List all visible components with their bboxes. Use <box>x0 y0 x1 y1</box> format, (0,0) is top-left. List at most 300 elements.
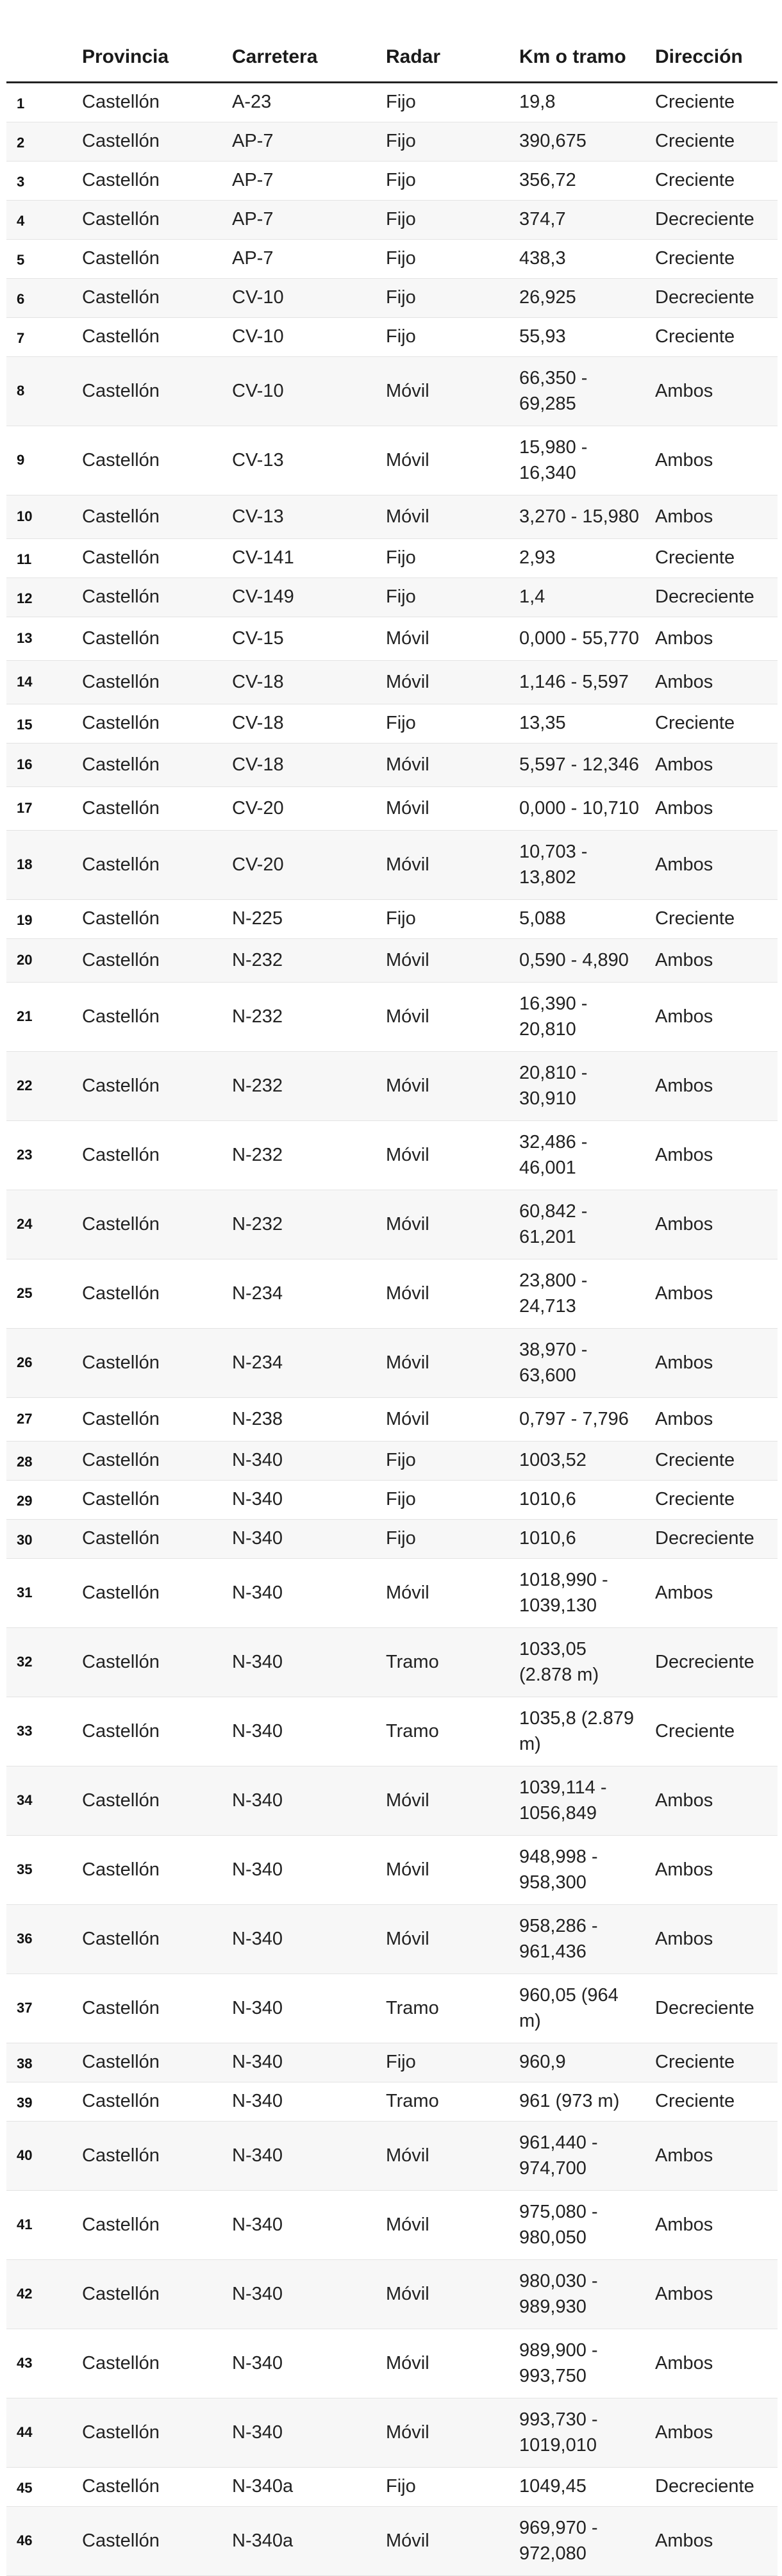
cell-km: 980,030 - 989,930 <box>513 2259 649 2329</box>
cell-direccion: Ambos <box>649 743 778 786</box>
cell-radar: Móvil <box>379 1259 513 1328</box>
cell-direccion: Ambos <box>649 2259 778 2329</box>
cell-provincia: Castellón <box>76 2190 226 2259</box>
cell-km: 23,800 - 24,713 <box>513 1259 649 1328</box>
cell-radar: Fijo <box>379 1519 513 1558</box>
table-row <box>6 1835 778 1904</box>
cell-radar: Móvil <box>379 1558 513 1627</box>
table-row <box>6 2190 778 2259</box>
row-number: 36 <box>6 1904 76 1974</box>
table-row <box>6 899 778 938</box>
cell-radar: Fijo <box>379 82 513 122</box>
radar-table <box>6 19 778 2576</box>
cell-carretera: CV-13 <box>226 495 379 538</box>
cell-provincia: Castellón <box>76 2329 226 2398</box>
cell-provincia: Castellón <box>76 538 226 578</box>
cell-km: 1033,05 (2.878 m) <box>513 1627 649 1697</box>
row-number: 2 <box>6 122 76 161</box>
cell-carretera: A-23 <box>226 82 379 122</box>
cell-carretera: N-340 <box>226 2329 379 2398</box>
cell-km: 438,3 <box>513 239 649 278</box>
cell-carretera: N-340a <box>226 2467 379 2506</box>
cell-direccion: Ambos <box>649 1397 778 1441</box>
cell-provincia: Castellón <box>76 2082 226 2121</box>
cell-provincia: Castellón <box>76 1974 226 2043</box>
row-number: 39 <box>6 2082 76 2121</box>
table-row <box>6 1766 778 1835</box>
row-number: 38 <box>6 2043 76 2082</box>
cell-km: 0,797 - 7,796 <box>513 1397 649 1441</box>
cell-radar: Fijo <box>379 278 513 317</box>
table-row <box>6 1259 778 1328</box>
cell-km: 2,93 <box>513 538 649 578</box>
cell-radar: Fijo <box>379 161 513 200</box>
cell-provincia: Castellón <box>76 1051 226 1120</box>
cell-provincia: Castellón <box>76 356 226 426</box>
cell-km: 60,842 - 61,201 <box>513 1190 649 1259</box>
cell-carretera: N-232 <box>226 1190 379 1259</box>
cell-provincia: Castellón <box>76 1835 226 1904</box>
cell-km: 960,9 <box>513 2043 649 2082</box>
cell-km: 1035,8 (2.879 m) <box>513 1697 649 1766</box>
table-row <box>6 2043 778 2082</box>
cell-direccion: Decreciente <box>649 578 778 617</box>
cell-carretera: N-340 <box>226 1835 379 1904</box>
cell-km: 961 (973 m) <box>513 2082 649 2121</box>
cell-carretera: N-340 <box>226 2043 379 2082</box>
cell-direccion: Decreciente <box>649 1519 778 1558</box>
row-number: 15 <box>6 704 76 743</box>
cell-provincia: Castellón <box>76 1519 226 1558</box>
cell-direccion: Creciente <box>649 704 778 743</box>
cell-direccion: Ambos <box>649 2329 778 2398</box>
row-number: 46 <box>6 2506 76 2575</box>
cell-provincia: Castellón <box>76 578 226 617</box>
table-row <box>6 1558 778 1627</box>
cell-provincia: Castellón <box>76 899 226 938</box>
row-number: 42 <box>6 2259 76 2329</box>
cell-provincia: Castellón <box>76 82 226 122</box>
table-row <box>6 1627 778 1697</box>
table-row <box>6 1904 778 1974</box>
table-row <box>6 1051 778 1120</box>
cell-carretera: N-232 <box>226 1051 379 1120</box>
cell-km: 0,000 - 10,710 <box>513 786 649 830</box>
cell-direccion: Ambos <box>649 1051 778 1120</box>
row-number: 1 <box>6 82 76 122</box>
row-number: 16 <box>6 743 76 786</box>
cell-radar: Fijo <box>379 2467 513 2506</box>
cell-direccion: Creciente <box>649 1441 778 1480</box>
cell-radar: Fijo <box>379 1480 513 1519</box>
cell-carretera: N-340 <box>226 2082 379 2121</box>
cell-direccion: Decreciente <box>649 1974 778 2043</box>
cell-radar: Móvil <box>379 1766 513 1835</box>
cell-radar: Tramo <box>379 2082 513 2121</box>
table-row <box>6 2329 778 2398</box>
row-number: 25 <box>6 1259 76 1328</box>
cell-direccion: Ambos <box>649 786 778 830</box>
cell-radar: Móvil <box>379 426 513 495</box>
cell-direccion: Creciente <box>649 122 778 161</box>
row-number: 35 <box>6 1835 76 1904</box>
cell-radar: Fijo <box>379 200 513 239</box>
cell-carretera: N-340a <box>226 2506 379 2575</box>
row-number: 20 <box>6 938 76 982</box>
row-number: 43 <box>6 2329 76 2398</box>
cell-km: 66,350 - 69,285 <box>513 356 649 426</box>
row-number: 19 <box>6 899 76 938</box>
table-row <box>6 356 778 426</box>
header-radar: Radar <box>379 19 513 82</box>
cell-carretera: N-340 <box>226 1441 379 1480</box>
row-number: 33 <box>6 1697 76 1766</box>
cell-provincia: Castellón <box>76 982 226 1051</box>
table-row <box>6 1480 778 1519</box>
row-number: 18 <box>6 830 76 899</box>
cell-carretera: CV-10 <box>226 317 379 356</box>
cell-carretera: CV-149 <box>226 578 379 617</box>
cell-provincia: Castellón <box>76 1441 226 1480</box>
row-number: 26 <box>6 1328 76 1397</box>
cell-provincia: Castellón <box>76 278 226 317</box>
table-row <box>6 317 778 356</box>
cell-km: 15,980 - 16,340 <box>513 426 649 495</box>
row-number: 28 <box>6 1441 76 1480</box>
table-row <box>6 239 778 278</box>
cell-radar: Fijo <box>379 704 513 743</box>
cell-km: 1010,6 <box>513 1480 649 1519</box>
cell-direccion: Ambos <box>649 1259 778 1328</box>
row-number: 44 <box>6 2398 76 2467</box>
cell-radar: Móvil <box>379 786 513 830</box>
cell-carretera: N-340 <box>226 1558 379 1627</box>
cell-km: 958,286 - 961,436 <box>513 1904 649 1974</box>
cell-carretera: N-340 <box>226 2121 379 2190</box>
cell-direccion: Ambos <box>649 830 778 899</box>
cell-km: 948,998 - 958,300 <box>513 1835 649 1904</box>
table-row <box>6 660 778 704</box>
cell-carretera: CV-10 <box>226 356 379 426</box>
cell-radar: Fijo <box>379 239 513 278</box>
cell-carretera: N-340 <box>226 1766 379 1835</box>
cell-km: 55,93 <box>513 317 649 356</box>
row-number: 29 <box>6 1480 76 1519</box>
cell-km: 0,590 - 4,890 <box>513 938 649 982</box>
cell-provincia: Castellón <box>76 200 226 239</box>
cell-radar: Móvil <box>379 660 513 704</box>
row-number: 45 <box>6 2467 76 2506</box>
cell-provincia: Castellón <box>76 1697 226 1766</box>
cell-direccion: Ambos <box>649 1328 778 1397</box>
table-row <box>6 743 778 786</box>
row-number: 22 <box>6 1051 76 1120</box>
row-number: 3 <box>6 161 76 200</box>
cell-radar: Móvil <box>379 617 513 660</box>
cell-direccion: Ambos <box>649 2121 778 2190</box>
header-carretera: Carretera <box>226 19 379 82</box>
table-row <box>6 1441 778 1480</box>
cell-radar: Móvil <box>379 2506 513 2575</box>
cell-radar: Móvil <box>379 1190 513 1259</box>
cell-radar: Fijo <box>379 317 513 356</box>
row-number: 41 <box>6 2190 76 2259</box>
cell-radar: Móvil <box>379 495 513 538</box>
cell-provincia: Castellón <box>76 122 226 161</box>
cell-provincia: Castellón <box>76 1904 226 1974</box>
cell-km: 1039,114 - 1056,849 <box>513 1766 649 1835</box>
table-row <box>6 495 778 538</box>
cell-provincia: Castellón <box>76 704 226 743</box>
cell-radar: Fijo <box>379 1441 513 1480</box>
table-row <box>6 1190 778 1259</box>
cell-km: 1018,990 - 1039,130 <box>513 1558 649 1627</box>
cell-radar: Móvil <box>379 2398 513 2467</box>
row-number: 21 <box>6 982 76 1051</box>
cell-radar: Fijo <box>379 538 513 578</box>
table-row <box>6 161 778 200</box>
cell-direccion: Creciente <box>649 899 778 938</box>
table-row <box>6 1328 778 1397</box>
cell-direccion: Creciente <box>649 82 778 122</box>
cell-direccion: Decreciente <box>649 2467 778 2506</box>
cell-provincia: Castellón <box>76 426 226 495</box>
cell-direccion: Ambos <box>649 1904 778 1974</box>
cell-provincia: Castellón <box>76 1480 226 1519</box>
cell-radar: Móvil <box>379 2190 513 2259</box>
row-number: 30 <box>6 1519 76 1558</box>
cell-provincia: Castellón <box>76 239 226 278</box>
table-row <box>6 1697 778 1766</box>
cell-radar: Móvil <box>379 2121 513 2190</box>
cell-km: 961,440 - 974,700 <box>513 2121 649 2190</box>
table-row <box>6 426 778 495</box>
cell-carretera: AP-7 <box>226 200 379 239</box>
table-row <box>6 704 778 743</box>
cell-provincia: Castellón <box>76 495 226 538</box>
header-provincia: Provincia <box>76 19 226 82</box>
row-number: 9 <box>6 426 76 495</box>
cell-provincia: Castellón <box>76 2467 226 2506</box>
cell-direccion: Decreciente <box>649 200 778 239</box>
cell-carretera: N-232 <box>226 1120 379 1190</box>
row-number: 17 <box>6 786 76 830</box>
table-row <box>6 982 778 1051</box>
row-number: 27 <box>6 1397 76 1441</box>
cell-direccion: Ambos <box>649 982 778 1051</box>
cell-km: 1010,6 <box>513 1519 649 1558</box>
cell-carretera: N-340 <box>226 2398 379 2467</box>
cell-carretera: CV-18 <box>226 660 379 704</box>
cell-provincia: Castellón <box>76 830 226 899</box>
cell-provincia: Castellón <box>76 2506 226 2575</box>
cell-carretera: N-340 <box>226 1904 379 1974</box>
cell-km: 356,72 <box>513 161 649 200</box>
table-row <box>6 1974 778 2043</box>
row-number: 40 <box>6 2121 76 2190</box>
cell-radar: Móvil <box>379 356 513 426</box>
cell-radar: Móvil <box>379 1904 513 1974</box>
cell-km: 975,080 - 980,050 <box>513 2190 649 2259</box>
table-row <box>6 786 778 830</box>
row-number: 14 <box>6 660 76 704</box>
cell-carretera: CV-18 <box>226 743 379 786</box>
cell-radar: Móvil <box>379 2329 513 2398</box>
row-number: 4 <box>6 200 76 239</box>
cell-provincia: Castellón <box>76 2398 226 2467</box>
cell-carretera: AP-7 <box>226 122 379 161</box>
table-row <box>6 2398 778 2467</box>
cell-carretera: N-340 <box>226 1519 379 1558</box>
cell-radar: Móvil <box>379 743 513 786</box>
cell-km: 19,8 <box>513 82 649 122</box>
cell-carretera: CV-20 <box>226 786 379 830</box>
cell-carretera: CV-18 <box>226 704 379 743</box>
cell-provincia: Castellón <box>76 1328 226 1397</box>
header-km: Km o tramo <box>513 19 649 82</box>
cell-provincia: Castellón <box>76 1120 226 1190</box>
cell-carretera: CV-13 <box>226 426 379 495</box>
cell-km: 10,703 - 13,802 <box>513 830 649 899</box>
row-number: 24 <box>6 1190 76 1259</box>
row-number: 34 <box>6 1766 76 1835</box>
table-body <box>6 82 778 2575</box>
cell-carretera: N-234 <box>226 1328 379 1397</box>
row-number: 6 <box>6 278 76 317</box>
cell-provincia: Castellón <box>76 161 226 200</box>
row-number: 31 <box>6 1558 76 1627</box>
table-row <box>6 578 778 617</box>
cell-carretera: N-234 <box>226 1259 379 1328</box>
cell-radar: Fijo <box>379 578 513 617</box>
cell-provincia: Castellón <box>76 1627 226 1697</box>
table-row <box>6 617 778 660</box>
cell-km: 20,810 - 30,910 <box>513 1051 649 1120</box>
cell-radar: Móvil <box>379 1051 513 1120</box>
cell-provincia: Castellón <box>76 2259 226 2329</box>
table-row <box>6 830 778 899</box>
cell-direccion: Ambos <box>649 426 778 495</box>
cell-provincia: Castellón <box>76 1558 226 1627</box>
header-direccion: Dirección <box>649 19 778 82</box>
cell-radar: Fijo <box>379 122 513 161</box>
table-row <box>6 2259 778 2329</box>
table-row <box>6 538 778 578</box>
cell-km: 26,925 <box>513 278 649 317</box>
table-row <box>6 122 778 161</box>
cell-radar: Móvil <box>379 1328 513 1397</box>
cell-km: 390,675 <box>513 122 649 161</box>
table-row <box>6 938 778 982</box>
row-number: 12 <box>6 578 76 617</box>
cell-km: 374,7 <box>513 200 649 239</box>
cell-provincia: Castellón <box>76 660 226 704</box>
cell-km: 1,4 <box>513 578 649 617</box>
table-row <box>6 2506 778 2575</box>
row-number: 23 <box>6 1120 76 1190</box>
cell-carretera: N-238 <box>226 1397 379 1441</box>
cell-carretera: CV-20 <box>226 830 379 899</box>
cell-km: 1049,45 <box>513 2467 649 2506</box>
row-number: 10 <box>6 495 76 538</box>
table-row <box>6 1397 778 1441</box>
cell-provincia: Castellón <box>76 317 226 356</box>
cell-km: 993,730 - 1019,010 <box>513 2398 649 2467</box>
cell-km: 5,597 - 12,346 <box>513 743 649 786</box>
cell-carretera: AP-7 <box>226 161 379 200</box>
table-header <box>6 19 778 82</box>
cell-carretera: N-340 <box>226 1480 379 1519</box>
cell-direccion: Ambos <box>649 1120 778 1190</box>
cell-provincia: Castellón <box>76 1397 226 1441</box>
header-number <box>6 19 76 82</box>
cell-provincia: Castellón <box>76 938 226 982</box>
cell-km: 38,970 - 63,600 <box>513 1328 649 1397</box>
cell-provincia: Castellón <box>76 2043 226 2082</box>
cell-radar: Tramo <box>379 1974 513 2043</box>
cell-direccion: Creciente <box>649 2082 778 2121</box>
cell-direccion: Ambos <box>649 2190 778 2259</box>
cell-direccion: Ambos <box>649 617 778 660</box>
cell-direccion: Creciente <box>649 317 778 356</box>
cell-provincia: Castellón <box>76 2121 226 2190</box>
row-number: 11 <box>6 538 76 578</box>
cell-carretera: N-340 <box>226 2259 379 2329</box>
cell-direccion: Ambos <box>649 356 778 426</box>
row-number: 7 <box>6 317 76 356</box>
cell-provincia: Castellón <box>76 617 226 660</box>
cell-carretera: N-340 <box>226 1627 379 1697</box>
cell-direccion: Decreciente <box>649 278 778 317</box>
row-number: 32 <box>6 1627 76 1697</box>
cell-radar: Fijo <box>379 899 513 938</box>
cell-radar: Tramo <box>379 1627 513 1697</box>
cell-radar: Móvil <box>379 1120 513 1190</box>
cell-km: 3,270 - 15,980 <box>513 495 649 538</box>
cell-provincia: Castellón <box>76 786 226 830</box>
cell-direccion: Creciente <box>649 239 778 278</box>
cell-km: 960,05 (964 m) <box>513 1974 649 2043</box>
cell-provincia: Castellón <box>76 743 226 786</box>
table-row <box>6 1120 778 1190</box>
cell-km: 32,486 - 46,001 <box>513 1120 649 1190</box>
cell-radar: Móvil <box>379 2259 513 2329</box>
cell-km: 16,390 - 20,810 <box>513 982 649 1051</box>
cell-km: 1,146 - 5,597 <box>513 660 649 704</box>
row-number: 5 <box>6 239 76 278</box>
table-row <box>6 82 778 122</box>
cell-carretera: N-340 <box>226 1974 379 2043</box>
cell-carretera: N-340 <box>226 2190 379 2259</box>
table-row <box>6 1519 778 1558</box>
cell-direccion: Ambos <box>649 938 778 982</box>
cell-km: 989,900 - 993,750 <box>513 2329 649 2398</box>
cell-direccion: Creciente <box>649 161 778 200</box>
cell-provincia: Castellón <box>76 1190 226 1259</box>
table-row <box>6 2082 778 2121</box>
cell-carretera: N-232 <box>226 938 379 982</box>
cell-direccion: Creciente <box>649 538 778 578</box>
cell-direccion: Creciente <box>649 1480 778 1519</box>
cell-radar: Móvil <box>379 982 513 1051</box>
cell-radar: Fijo <box>379 2043 513 2082</box>
cell-direccion: Ambos <box>649 1190 778 1259</box>
cell-carretera: CV-15 <box>226 617 379 660</box>
row-number: 8 <box>6 356 76 426</box>
cell-carretera: N-340 <box>226 1697 379 1766</box>
header-row <box>6 19 778 82</box>
cell-direccion: Ambos <box>649 1558 778 1627</box>
